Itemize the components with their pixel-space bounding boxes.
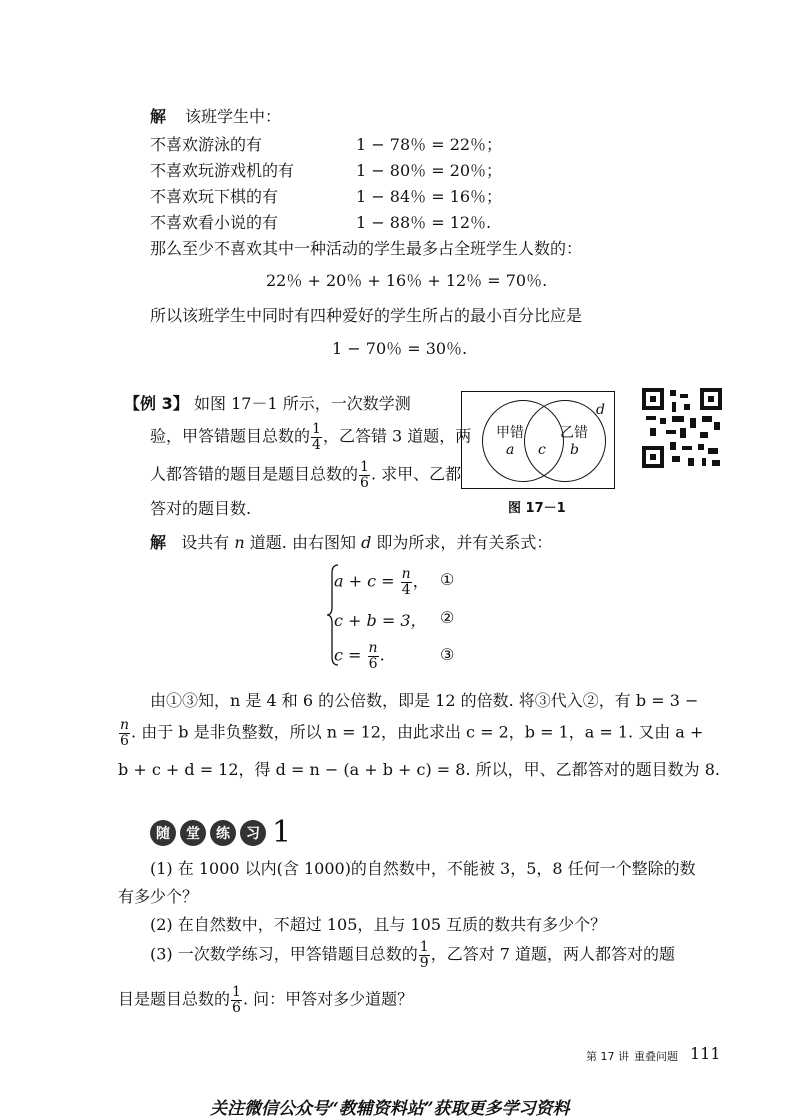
question: (2) 在自然数中，不超过 105，且与 105 互质的数共有多少个？ [150,915,607,934]
question: 有多少个？ [118,887,199,906]
example-text: . 求甲、乙都 [370,464,462,484]
solution-label: 解 [150,533,167,552]
watermark-text: 关注微信公众号“教辅资料站”获取更多学习资料 [210,1099,570,1119]
example-line: 如图 17－1 所示，一次数学测 [194,394,411,413]
example-tag: 【例 3】 [124,394,189,413]
practice-number: 1 [272,815,292,850]
qr-code [642,388,722,468]
page-number: 111 [690,1044,721,1063]
equation: 22％ + 20％ + 16％ + 12％ = 70％. [266,271,548,290]
equation-3: c = $\frac{n}{6}$ . [334,640,385,672]
paragraph: b + c + d = 12，得 d = n − (a + b + c) = 8. 所以，甲、乙都答对的题目数为 8. [118,760,720,779]
solution-intro: 该班学生中： [185,107,282,126]
venn-label-a: a [506,442,515,458]
variable-n: n [234,533,245,552]
row-expr: 1 − 84％ = 16％； [356,187,503,206]
venn-label-right: 乙错 [560,425,588,441]
equation-1: a + c = $\frac{n}{4}$ ， [334,566,429,598]
question: (1) 在 1000 以内(含 1000)的自然数中，不能被 3，5，8 任何一个整除的数 [150,859,696,878]
venn-label-c: c [538,442,546,458]
footer-topic: 重叠问题 [634,1050,678,1063]
solution-text: 设共有 [181,533,230,552]
row-expr: 1 − 78％ = 22％； [356,135,503,154]
question: (3) 一次数学练习，甲答错题目总数的 $\frac{1}{9}$ ，乙答对 7 道题，两人都答对的题 [150,939,676,971]
row-label: 不喜欢玩游戏机的有 [150,161,295,180]
row-label: 不喜欢游泳的有 [150,135,263,154]
example-line [150,460,461,490]
fraction: $\frac{1}{4}$ [312,421,321,453]
row-label: 不喜欢玩下棋的有 [150,187,279,206]
venn-label-b: b [570,442,579,458]
equation-mark: ③ [440,645,455,664]
equation: 1 − 70％ = 30％. [332,339,468,358]
example-text: ，乙答错 3 道题，两 [322,426,472,446]
row-label: 不喜欢看小说的有 [150,213,279,232]
variable-d: d [361,533,372,552]
paragraph: 那么至少不喜欢其中一种活动的学生最多占全班学生人数的： [150,239,583,258]
figure-caption: 图 17－1 [508,501,566,516]
equation-mark: ② [440,608,455,627]
fraction: $\frac{1}{6}$ [360,459,369,491]
row-expr: 1 − 80％ = 20％； [356,161,503,180]
practice-badge: 习 [240,820,266,846]
solution-label: 解 [150,107,167,126]
solution2-line [150,530,552,553]
solution-text: 道题. 由右图知 [249,533,356,552]
equation-2: c + b = 3， [334,611,427,630]
practice-badge: 随 [150,820,176,846]
example-text: 人都答错的题目是题目总数的 [150,464,359,484]
practice-badge: 堂 [180,820,206,846]
question: 目是题目总数的 $\frac{1}{6}$ . 问：甲答对多少道题？ [118,984,414,1016]
equation-mark: ① [440,570,455,589]
example-text: 验，甲答错题目总数的 [150,426,311,446]
row-expr: 1 − 88％ = 12％. [356,213,492,232]
venn-label-left: 甲错 [496,425,524,441]
example-line [150,422,471,452]
solution-text: 即为所求，并有关系式： [376,533,553,552]
footer-chapter: 第 17 讲 [586,1050,629,1063]
paragraph: 所以该班学生中同时有四种爱好的学生所占的最小百分比应是 [150,306,583,325]
paragraph: $\frac{n}{6}$ . 由于 b 是非负整数，所以 n = 12，由此求出 c = 2，b = 1，a = 1. 又由 a + [120,717,704,749]
paragraph: 由①③知，n 是 4 和 6 的公倍数，即是 12 的倍数. 将③代入②，有 b = 3 − [150,691,699,710]
venn-diagram [461,391,615,489]
practice-header [150,815,291,850]
practice-badge: 练 [210,820,236,846]
example-line: 答对的题目数. [150,499,252,518]
venn-label-d: d [596,402,605,418]
